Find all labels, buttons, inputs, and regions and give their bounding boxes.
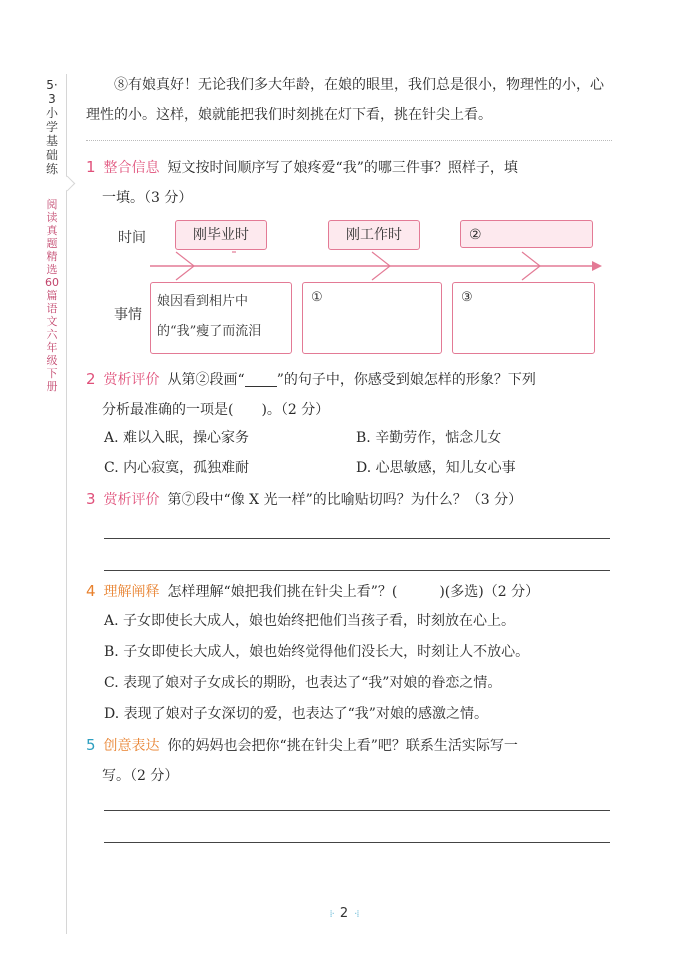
timeline-time-box: 刚毕业时 xyxy=(175,220,267,250)
answer-line[interactable] xyxy=(104,538,610,539)
option-d[interactable]: D. 表现了娘对子女深切的爱，也表达了“我”对娘的感激之情。 xyxy=(104,706,488,722)
question-tag: 整合信息 xyxy=(103,160,160,176)
question-text: 你的妈妈也会把你“挑在针尖上看”吧？联系生活实际写一 xyxy=(167,738,518,754)
question-number: 5 xyxy=(86,736,96,754)
option-b[interactable]: B. 辛勤劳作，惦念儿女 xyxy=(356,430,502,446)
timeline-time-box: 刚工作时 xyxy=(328,220,420,250)
paragraph-text: 有娘真好！无论我们多大年龄，在娘的眼里，我们总是很小，物理性的小，心理性的小。这样，娘就能把我们时刻挑在灯下看，挑在针尖上看。 xyxy=(86,77,604,123)
underline-sample xyxy=(245,372,277,387)
option-c[interactable]: C. 内心寂寞，孤独难耐 xyxy=(104,460,250,476)
page-number-text: 2 xyxy=(339,906,349,921)
page-number-deco-icon: ·⁞ xyxy=(354,909,359,920)
question-tag: 创意表达 xyxy=(103,738,160,754)
option-a[interactable]: A. 子女即使长大成人，娘也始终把他们当孩子看，时刻放在心上。 xyxy=(104,613,516,629)
question-text: 怎样理解“娘把我们挑在针尖上看”？( )(多选)（2 分） xyxy=(167,584,540,600)
option-c[interactable]: C. 表现了娘对子女成长的期盼，也表达了“我”对娘的眷恋之情。 xyxy=(104,675,502,691)
timeline-time-label: 时间 xyxy=(118,230,146,246)
question-1 xyxy=(86,152,616,213)
dotted-divider xyxy=(86,140,612,141)
timeline-event-box-blank[interactable]: ③ xyxy=(452,282,595,354)
question-text-cont: 一填。（3 分） xyxy=(102,190,193,206)
question-number: 3 xyxy=(86,490,96,508)
option-b[interactable]: B. 子女即使长大成人，娘也始终觉得他们没长大，时刻让人不放心。 xyxy=(104,644,530,660)
option-a[interactable]: A. 难以入眠，操心家务 xyxy=(104,430,250,446)
question-text: 短文按时间顺序写了娘疼爱“我”的哪三件事？照样子，填 xyxy=(167,160,518,176)
passage-paragraph xyxy=(86,70,612,130)
timeline-event-label: 事情 xyxy=(114,307,142,323)
answer-line[interactable] xyxy=(104,810,610,811)
option-d[interactable]: D. 心思敏感，知儿女心事 xyxy=(356,460,516,476)
sidebar-divider xyxy=(66,74,67,934)
paragraph-marker: ⑧ xyxy=(114,77,128,93)
question-text-cont: 分析最准确的一项是( )。（2 分） xyxy=(102,402,330,418)
question-tag: 赏析评价 xyxy=(103,372,160,388)
sidebar-book-title: 阅读真题精选60篇 语文 六年级下册 xyxy=(45,198,59,393)
question-3 xyxy=(86,484,616,515)
page-number xyxy=(0,906,688,921)
timeline-event-box-blank[interactable]: ① xyxy=(302,282,442,354)
question-text: 从第②段画“ xyxy=(167,372,245,388)
timeline-time-box-blank[interactable]: ② xyxy=(460,220,593,248)
question-tag: 赏析评价 xyxy=(103,492,160,508)
question-number: 1 xyxy=(86,158,96,176)
answer-line[interactable] xyxy=(104,842,610,843)
question-number: 4 xyxy=(86,582,96,600)
question-number: 2 xyxy=(86,370,96,388)
question-4 xyxy=(86,576,616,607)
question-2 xyxy=(86,364,616,425)
timeline-arrow xyxy=(140,246,610,286)
page-number-deco-icon: ⁞· xyxy=(329,909,334,920)
question-text-cont: 写。（2 分） xyxy=(102,768,179,784)
sidebar-brand: 5·3小学基础练 xyxy=(45,78,58,176)
question-text: ”的句子中，你感受到娘怎样的形象？下列 xyxy=(276,372,536,388)
question-tag: 理解阐释 xyxy=(103,584,160,600)
timeline-event-box: 娘因看到相片中的“我”瘦了而流泪 xyxy=(150,282,292,354)
sidebar-notch xyxy=(60,176,76,192)
question-5 xyxy=(86,730,616,791)
question-text: 第⑦段中“像 X 光一样”的比喻贴切吗？为什么？（3 分） xyxy=(167,492,523,508)
answer-line[interactable] xyxy=(104,570,610,571)
